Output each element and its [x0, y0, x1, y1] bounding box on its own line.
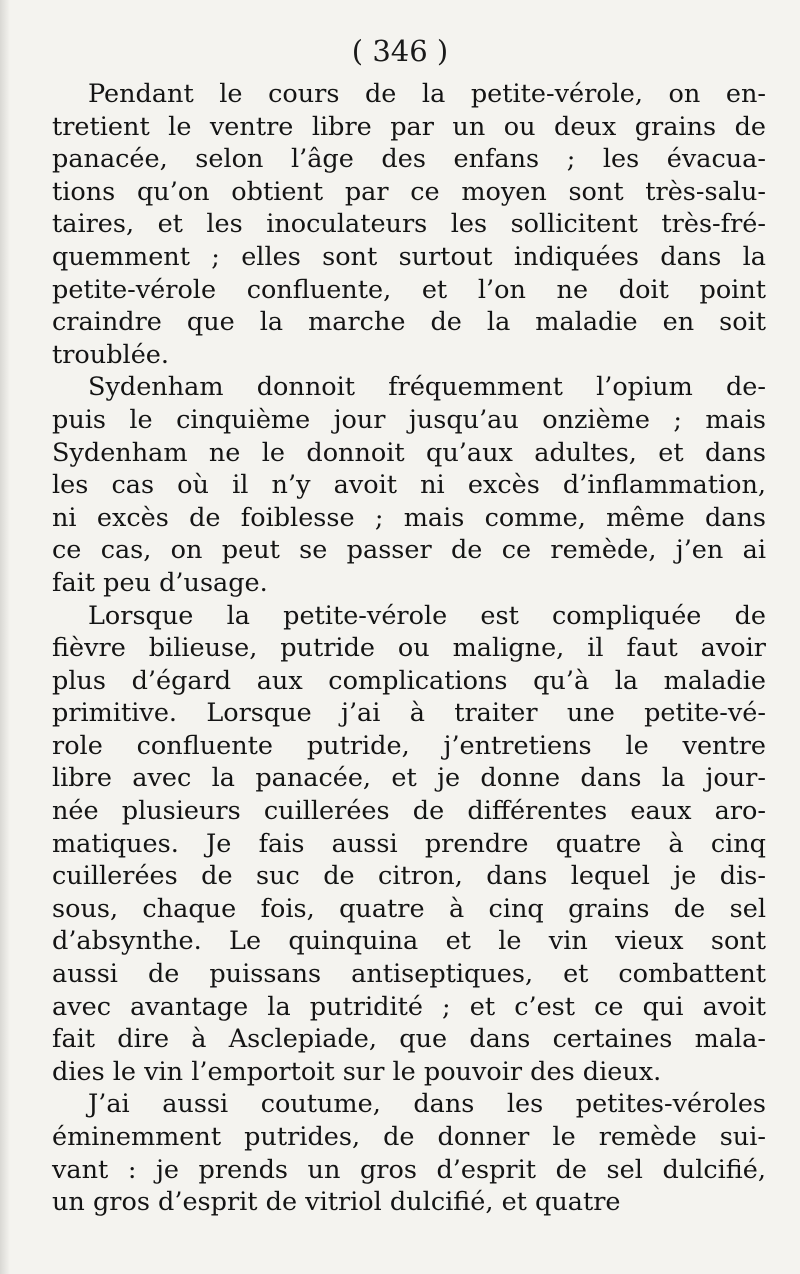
paragraph	[52, 1088, 766, 1218]
text-line: Lorsque la petite-vérole est compliquée de	[88, 600, 766, 631]
text-line: fait dire à Asclepiade, que dans certaines mala-	[52, 1024, 766, 1055]
page-number: ( 346 )	[351, 34, 449, 68]
text-line: cuillerées de suc de citron, dans lequel je dis-	[52, 861, 766, 892]
text-line: avec avantage la putridité ; et c’est ce qui avoit	[52, 991, 766, 1022]
text-line: J’ai aussi coutume, dans les petites-véroles	[88, 1089, 766, 1120]
text-line: panacée, selon l’âge des enfans ; les évacua-	[52, 144, 766, 175]
text-line: quemment ; elles sont surtout indiquées dans la	[52, 241, 766, 272]
text-line: née plusieurs cuillerées de différentes eaux aro-	[52, 796, 766, 827]
text-line: ni excès de foiblesse ; mais comme, même dans	[52, 502, 766, 533]
text-line: ce cas, on peut se passer de ce remède, j’en ai	[52, 535, 766, 566]
text-line: aussi de puissans antiseptiques, et combattent	[52, 959, 766, 990]
text-line: un gros d’esprit de vitriol dulcifié, et quatre	[52, 1187, 621, 1218]
text-line: Sydenham ne le donnoit qu’aux adultes, et dans	[52, 437, 766, 468]
text-line: matiques. Je fais aussi prendre quatre à cinq	[52, 828, 766, 859]
text-line: Pendant le cours de la petite-vérole, on en-	[88, 79, 766, 109]
page-edge-shadow	[0, 0, 10, 1274]
paragraph	[52, 600, 766, 1089]
text-line: sous, chaque fois, quatre à cinq grains de sel	[52, 893, 766, 924]
paragraph	[52, 78, 766, 371]
text-line: plus d’égard aux complications qu’à la maladie	[52, 665, 766, 696]
text-line: fait peu d’usage.	[52, 567, 268, 598]
paragraph	[52, 371, 766, 599]
text-line: libre avec la panacée, et je donne dans la jour-	[52, 763, 766, 794]
text-line: vant : je prends un gros d’esprit de sel dulcifié,	[52, 1154, 766, 1185]
text-line: petite-vérole confluente, et l’on ne doit point	[52, 274, 766, 305]
text-line: puis le cinquième jour jusqu’au onzième ; mais	[52, 404, 766, 435]
text-line: les cas où il n’y avoit ni excès d’inflammation,	[52, 470, 766, 501]
text-line: taires, et les inoculateurs les sollicitent très-fré-	[52, 209, 766, 240]
text-line: tretient le ventre libre par un ou deux grains de	[52, 111, 766, 142]
text-line: role confluente putride, j’entretiens le ventre	[52, 730, 766, 761]
text-line: tions qu’on obtient par ce moyen sont très-salu-	[52, 176, 766, 207]
text-line: primitive. Lorsque j’ai à traiter une petite-vé-	[52, 698, 766, 729]
text-line: craindre que la marche de la maladie en soit	[52, 307, 766, 338]
text-line: dies le vin l’emportoit sur le pouvoir des dieux.	[52, 1056, 662, 1087]
text-line: Sydenham donnoit fréquemment l’opium de-	[88, 372, 766, 403]
page-body-text	[52, 78, 766, 1219]
text-line: éminemment putrides, de donner le remède sui-	[52, 1122, 766, 1152]
text-line: fièvre bilieuse, putride ou maligne, il faut avoir	[52, 633, 766, 664]
text-line: d’absynthe. Le quinquina et le vin vieux sont	[52, 926, 766, 957]
text-line: troublée.	[52, 339, 169, 370]
